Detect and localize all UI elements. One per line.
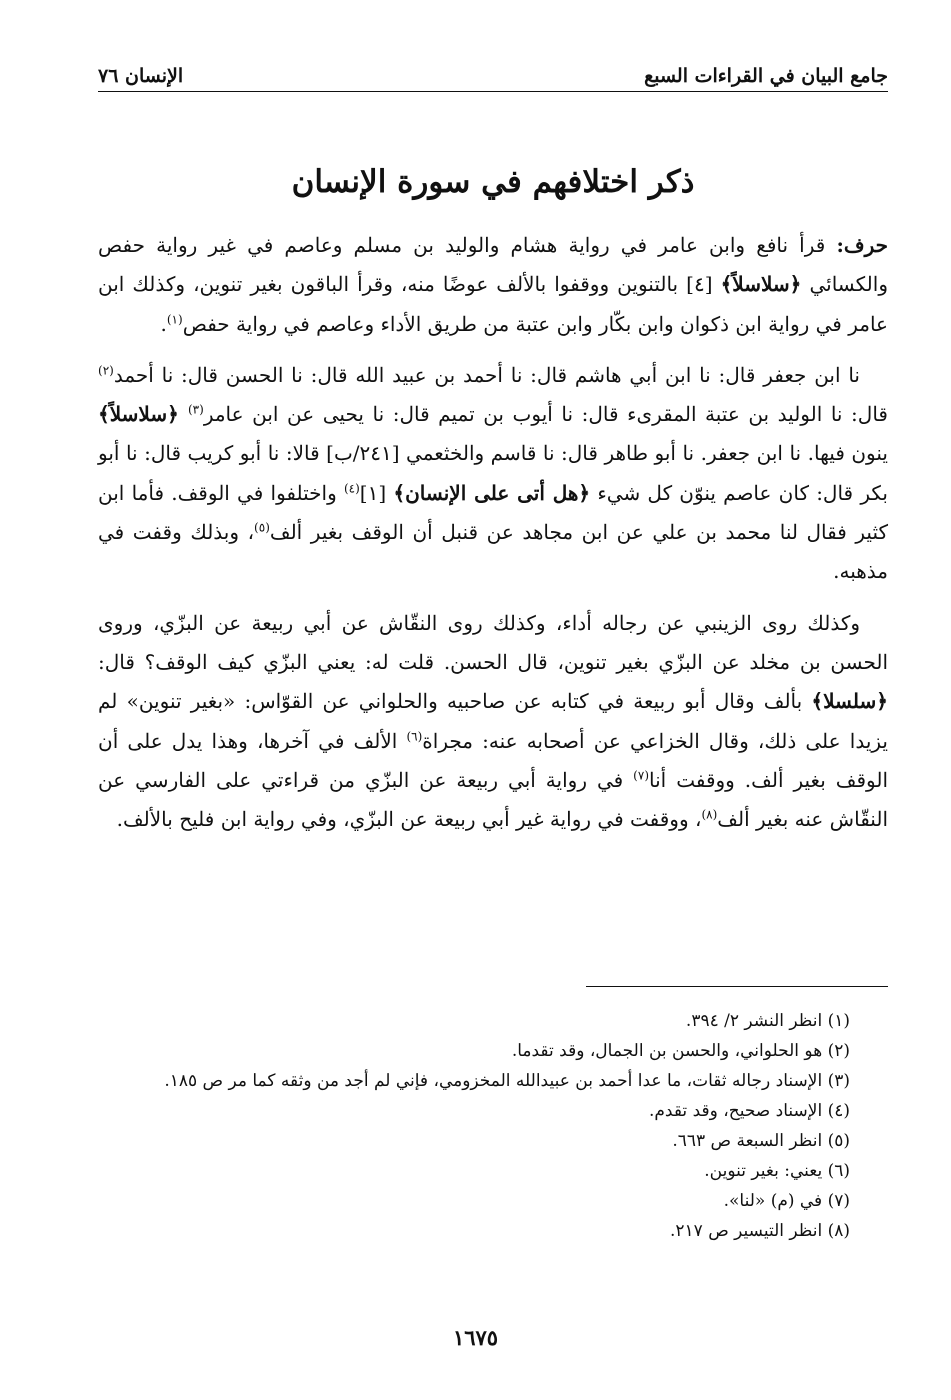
page-number: ١٦٧٥ xyxy=(452,1325,499,1350)
text-run: [٤] بالتنوين ووقفوا بالألف عوضًا منه، وقرأ الباقون بغير تنوين، وكذلك ابن عامر في رواية ابن ذكوان وابن بكّار وابن عتبة من طريق الأداء وعاصم في رواية حفص xyxy=(98,272,888,336)
text-run: قال: نا الوليد بن عتبة المقرىء قال: نا أيوب بن تميم قال: نا يحيى عن ابن عامر xyxy=(203,402,888,427)
footnote-item: (٥) انظر السبعة ص ٦٦٣. xyxy=(672,1131,850,1151)
quran-quote: ﴿سلسلا﴾ xyxy=(811,689,888,714)
footnote-item: (٧) في (م) «لنا». xyxy=(723,1191,850,1211)
book-title: جامع البيان في القراءات السبع xyxy=(644,65,888,87)
footnotes-list xyxy=(98,1006,850,1246)
quran-quote: ﴿سلاسلاً﴾ xyxy=(98,402,188,427)
footnote-item: (٢) هو الحلواني، والحسن بن الجمال، وقد تقدما. xyxy=(511,1041,850,1061)
footnote-item: (٦) يعني: بغير تنوين. xyxy=(704,1161,850,1181)
footnote-ref: (٢) xyxy=(98,363,114,378)
quran-quote: ﴿هل أتى على الإنسان﴾ xyxy=(393,480,591,505)
quran-quote: ﴿سلاسلاً﴾ xyxy=(720,272,802,297)
running-header xyxy=(98,52,888,92)
footnote-separator xyxy=(586,986,888,987)
footnote-item: (٣) الإسناد رجاله ثقات، ما عدا أحمد بن عبيدالله المخزومي، فإني لم أجد من وثقه كما مر ص ١٨٥. xyxy=(164,1071,850,1091)
text-run: ، وبذلك وقفت في مذهبه. xyxy=(98,520,888,584)
text-run: وكذلك روى الزينبي عن رجاله أداء، وكذلك روى النقّاش عن أبي ربيعة عن البزّي، وروى الحسن بن مخلد عن البزّي بغير تنوين، قال الحسن. قلت له: يعني البزّي كيف الوقف؟ قال: xyxy=(98,610,888,674)
text-run: واختلفوا في الوقف. فأما ابن كثير فقال لنا محمد بن علي عن ابن مجاهد عن قنبل أن الوقف بغير ألف xyxy=(98,480,889,545)
footnote-item: (٤) الإسناد صحيح، وقد تقدم. xyxy=(648,1101,850,1121)
footnote-ref: (٧) xyxy=(633,768,649,783)
text-run: قرأ نافع وابن عامر في رواية هشام والوليد بن مسلم وعاصم في غير رواية حفص والكسائي xyxy=(98,233,888,297)
paragraph-3 xyxy=(98,604,888,840)
footnote-ref: (٦) xyxy=(406,728,423,743)
paragraph-2 xyxy=(98,356,888,592)
footnote-ref: (١) xyxy=(166,311,183,326)
text-run: ، ووقفت في رواية غير أبي ربيعة عن البزّي، وفي رواية ابن فليح بالألف. xyxy=(116,807,702,832)
footnote-ref: (٥) xyxy=(254,520,270,535)
lead-word: حرف: xyxy=(836,233,888,257)
footnote-ref: (٣) xyxy=(187,402,204,417)
paragraph-1 xyxy=(98,226,888,344)
text-run: . xyxy=(160,311,167,336)
footnote-item: (١) انظر النشر ٢/ ٣٩٤. xyxy=(685,1011,850,1031)
text-run: الألف في آخرها، وهذا يدل على أن الوقف بغير ألف. ووقفت أنا xyxy=(98,728,889,792)
chapter-title: ذكر اختلافهم في سورة الإنسان xyxy=(291,164,695,200)
main-text xyxy=(98,226,888,851)
footnote-item: (٨) انظر التيسير ص ٢١٧. xyxy=(669,1221,850,1241)
text-run: ينون فيها. نا ابن جعفر. نا أبو طاهر قال: نا قاسم والخثعمي [٢٤١/ب] قالا: نا أبو كريب قال: نا أبو بكر قال: كان عاصم ينوّن كل شيء xyxy=(98,441,888,505)
surah-page-label: الإنسان ٧٦ xyxy=(98,65,184,87)
text-run: نا ابن جعفر قال: نا ابن أبي هاشم قال: نا أحمد بن عبيد الله قال: نا الحسن قال: نا أحمد xyxy=(113,362,860,387)
text-run: في رواية أبي ربيعة عن البزّي من قراءتي على الفارسي عن النقّاش عنه بغير ألف xyxy=(98,767,888,832)
footnote-ref: (٨) xyxy=(701,807,718,822)
footnote-ref: (٤) xyxy=(343,481,360,496)
text-run: بألف وقال أبو ربيعة في كتابه عن صاحبيه والحلواني عن القوّاس: «بغير تنوين» لم يزيدا على ذلك، وقال الخزاعي عن أصحابه عنه: مجراة xyxy=(98,689,888,753)
text-run: [١] xyxy=(359,480,394,505)
